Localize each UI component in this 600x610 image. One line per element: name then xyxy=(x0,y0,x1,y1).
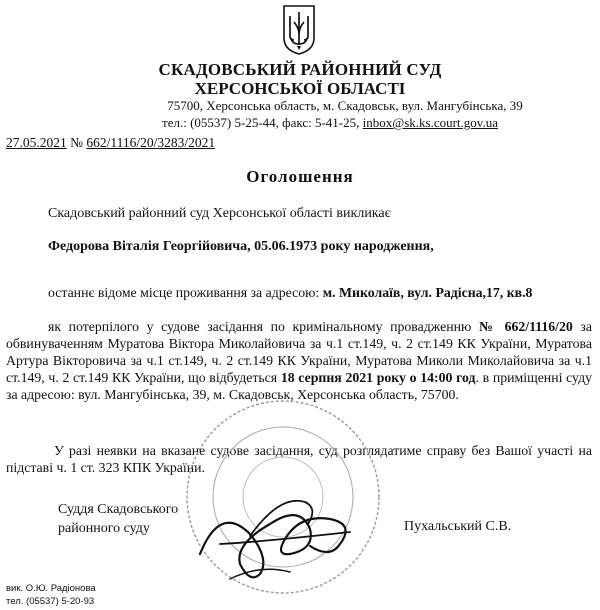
judge-title-line1: Суддя Скадовського xyxy=(58,502,179,517)
trident-emblem-icon xyxy=(282,4,316,56)
court-contacts xyxy=(0,115,600,131)
hearing-paragraph xyxy=(6,318,592,403)
warning-paragraph: У разі неявки на вказане судове засідання, суд розглядатиме справу без Вашої участі на підставі ч. 1 ст. 323 КПК України. xyxy=(6,443,592,475)
judge-title-line2: районного суду xyxy=(58,521,150,536)
intro-paragraph: Скадовський районний суд Херсонської області викликає xyxy=(48,206,391,221)
residence-text: останнє відоме місце проживання за адресою: xyxy=(48,285,323,300)
hearing-text-3: . в приміщенні суду за адресою: вул. Мангубінська, 39, м. Скадовськ, Херсонська область, 75700. xyxy=(6,370,592,402)
document-title: Оголошення xyxy=(246,167,354,186)
court-address: 75700, Херсонська область, м. Скадовськ, вул. Мангубінська, 39 xyxy=(167,98,523,113)
registration-date: 27.05.2021 xyxy=(6,135,67,150)
executor-phone: тел. (05537) 5-20-93 xyxy=(6,596,95,607)
executor-name: вик. О.Ю. Радіонова xyxy=(6,583,96,594)
registration-number-label: № xyxy=(66,135,87,150)
summoned-person: Федорова Віталія Георгійовича, 05.06.1973 року народження, xyxy=(48,239,434,254)
handwritten-signature xyxy=(190,484,370,589)
court-name-line1: СКАДОВСЬКИЙ РАЙОННИЙ СУД xyxy=(158,60,442,79)
contacts-phone-fax: тел.: (05537) 5-25-44, факс: 5-41-25, xyxy=(162,115,363,130)
residence-paragraph xyxy=(6,284,592,301)
email-link[interactable]: inbox@sk.ks.court.gov.ua xyxy=(362,115,498,130)
hearing-text-2: за обвинуваченням Муратова Віктора Миколайовича за ч.1 ст.149, ч. 2 ст.149 КК України, Муратова Артура Вікторовича за ч.1 ст.149, ч. 2 ст.149 КК України, Муратова Миколи Миколайовича за ч.1 ст.149, ч. 2 ст.149 КК України, що відбудеться xyxy=(6,319,592,385)
case-number: № 662/1116/20 xyxy=(478,319,573,334)
hearing-text-1: як потерпілого у судове засідання по кримінальному провадженню xyxy=(48,319,479,334)
residence-address: м. Миколаїв, вул. Радісна,17, кв.8 xyxy=(322,285,533,300)
hearing-datetime: 18 серпня 2021 року о 14:00 год xyxy=(280,370,476,385)
registration-number: 662/1116/20/3283/2021 xyxy=(86,135,216,150)
registration-line xyxy=(6,135,215,151)
judge-name: Пухальський С.В. xyxy=(404,519,512,534)
court-name-line2: ХЕРСОНСЬКОЇ ОБЛАСТІ xyxy=(194,79,406,98)
